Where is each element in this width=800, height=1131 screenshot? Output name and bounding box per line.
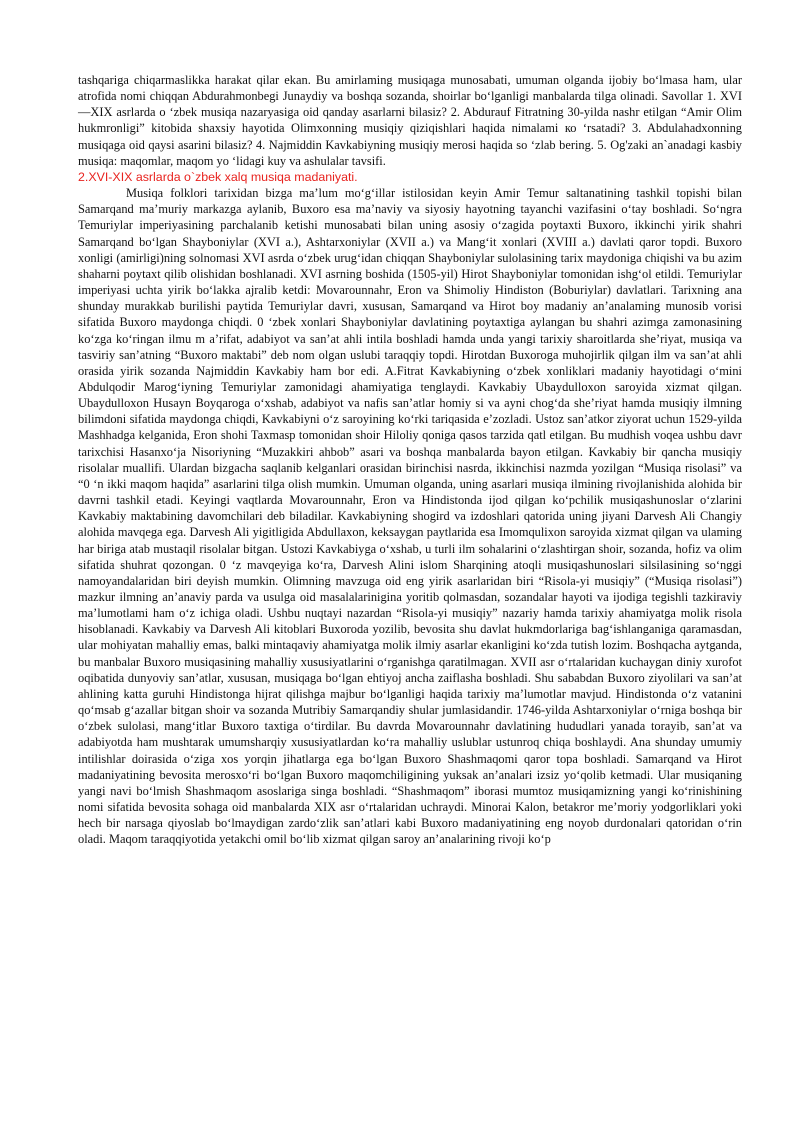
body-paragraph: Musiqa folklori tarixidan bizga ma’lum mo‘g‘illar istilosidan keyin Amir Temur saltanatining tashkil topishi bilan Samarqand ma’muriy markazga aylanib, Buxoro esa ma’naviy va siyosiy hayotning tayanchi vazifasini o‘tay boshladi. So‘ngra Temuriylar imperiyasining parchalanib ketishi munosabati bilan uning asosiy o‘zagida poytaxti Buxoro, ikkinchi yirik shahri Samarqand bo‘lgan Shayboniylar (XVI a.), Ashtarxoniylar (XVII a.) va Mang‘it xonlari (XVIII a.) davlati qaror topdi. Buxoro xonligi (amirligi)ning solnomasi XVI asrda o‘zbek urug‘idan chiqqan Shayboniylar sulolasining tarix maydoniga chiqishi va bu azim shaharni poytaxt qilib olishidan boshlanadi. XVI asrning boshida (1505-yil) Hirot Shayboniylar tomonidan ishg‘ol etildi. Temuriylar imperiyasi uchta yirik bo‘lakka ajralib ketdi: Movarounnahr, Eron va Shimoliy Hindiston (Boburiylar) davlatlari. Tarixning ana shunday murakkab burilishi paytida Temuriylar davri, xususan, Samarqand va Hirot boy madaniy an’analaming munosib vorisi sifatida Buxoro maydonga chiqdi. 0 ‘zbek xonlari Shayboniylar davlatining poytaxtiga aylangan bu shahri azimga zamonasining ko‘zga ko‘ringan ilmu m a’rifat, adabiyot va san’at ahli intila boshladi hamda unda yangi tarixiy sharoitlarda she’riyat, musiqa va tasviriy san’atning “Buxoro maktabi” deb nom olgan uslubi taraqqiy topdi. Hirotdan Buxoroga muhojirlik qilgan ilm va san’at ahli orasida yirik sozanda Najmiddin Kavkabiy ham bor edi. A.Fitrat Kavkabiyning o‘zbek xonliklari madaniy hayotidagi o‘mini Abdulqodir Marog‘iyning Temuriylar zamonidagi ahamiyatiga tenglaydi. Kavkabiy Ubaydulloxon saroyida xizmat qilgan. Ubaydulloxon Husayn Boyqaroga o‘xshab, adabiyot va nafis san’atlar homiy si va ayni chog‘da she’riyat hamda musiqiy ilmning bilimdoni sifatida maydonga chiqdi, Kavkabiyni o‘z saroyining ko‘rki tariqasida e’zozladi. Ustoz san’atkor ziyorat uchun 1529-yilda Mashhadga kelganida, Eron shohi Taxmasp tomonidan shoir Hiloliy qoniga qasos tarzida qatl etilgan. Bu mudhish voqea ushbu davr tarixchisi Hasanxo‘ja Nisoriyning “Muzakkiri ahbob” asari va boshqa manbalarda bayon etilgan. Kavkabiy bir qancha musiqiy risolalar muallifi. Ulardan bizgacha saqlanib kelganlari orasidan birinchisi nasrda, ikkinchisi nazmda yozilgan “Musiqa risolasi” va “0 ‘n ikki maqom haqida” asarlarini tilga olish mumkin. Umuman olganda, uning asarlari musiqa ilmining rivojlanishida alohida bir davrni tashkil etadi. Keyingi vaqtlarda Movarounnahr, Eron va Hindistonda ijod qilgan ko‘pchilik musiqashunoslar o‘zlarini Kavkabiy maktabining davomchilari deb biladilar. Kavkabiyning shogird va izdoshlari qatorida uning jiyani Darvesh Ali Changiy alohida mavqega ega. Darvesh Ali yigitligida Abdullaxon, keksaygan paytlarida esa Imomqulixon saroyida xizmat qilgan va ulaming har biriga atab mustaqil risolalar bitgan. Ustozi Kavkabiyga o‘xshab, u turli ilm sohalarini o‘zlashtirgan shoir, sozanda, hofiz va olim sifatida shuhrat qozongan. 0 ‘z mavqeyiga ko‘ra, Darvesh Alini islom Sharqining atoqli musiqashunoslari silsilasining so‘nggi namoyandalaridan biri deyish mumkin. Olimning mavzuga oid eng yirik asarlaridan biri “Risola-yi musiqiy” (“Musiqa risolasi”) mazkur ilmning an’anaviy parda va usulga oid masalalarinigina yoritib qolmasdan, sozandalar hayoti va ijodiga tegishli tazkiraviy ma’lumotlami ham o‘z ichiga oladi. Ushbu nuqtayi nazardan “Risola-yi musiqiy” nazariy hamda tarixiy ahamiyatga molik risola hisoblanadi. Kavkabiy va Darvesh Ali kitoblari Buxoroda yozilib, bevosita shu davlat hukmdorlariga bag‘ishlanganiga qaramasdan, ular mohiyatan mahalliy emas, balki mintaqaviy ahamiyatga molik ilmiy asarlar ekanligini ko‘zda tutish lozim. Boshqacha aytganda, bu manbalar Buxoro musiqasining mahalliy xususiyatlarini o‘rganishga qaratilmagan. XVII asr o‘rtalaridan kuchaygan diniy xurofot oqibatida dunyoviy san’atlar, xususan, musiqaga bo‘lgan ehtiyoj ancha zaiflasha boshladi. Shu sababdan Buxoro ziyolilari va san’at ahlining katta guruhi Hindistonga hijrat qilishga majbur bo‘lganligi haqida tarixiy ma’lumotlar mavjud. Hindistonda o‘z vatanini qo‘msab g‘azallar bitgan shoir va sozanda Mutribiy Samarqandiy shular jumlasidandir. 1746-yilda Ashtarxoniylar o‘rniga boshqa bir o‘zbek sulolasi, mang‘itlar Buxoro taxtiga o‘tirdilar. Bu davrda Movarounnahr davlatining hududlari yanada torayib, san’at va adabiyotda ham mushtarak umumsharqiy xususiyatlardan ko‘ra mahalliy uslublar ustunroq chiqa boshlaydi. Ana shunday umumiy intilishlar doirasida o‘ziga xos yorqin jihatlarga ega bo‘lgan Buxoro Shashmaqomi qaror topa boshladi. Samarqand va Hirot madaniyatining bevosita merosxo‘ri bo‘lgan Buxoro maqomchiligining yuksak an’analari izsiz yo‘qolib ketmadi. Ular musiqaning yangi navi bo‘lmish Shashmaqom asoslariga singa boshladi. “Shashmaqom” iborasi mumtoz musiqamizning yangi ko‘rinishining nomi sifatida bevosita sohaga oid manbalarda XIX asr o‘rtalaridan uchraydi. Minorai Kalon, betakror me’moriy yodgorliklari yoki hech bir narsaga qiyoslab bo‘lmaydigan zardo‘zlik san’atlari kabi Buxoro madaniyatining eng noyob durdonalari qatoridan o‘rin oladi. Maqom taraqqiyotida yetakchi omil bo‘lib xizmat qilgan saroy an’analarining rivoji ko‘p xyxy=(78,186,742,847)
intro-paragraph: tashqariga chiqarmaslikka harakat qilar ekan. Bu amirlaming musiqaga munosabati, umuman olganda ijobiy bo‘lmasa ham, ular atrofida nomi chiqqan Abdurahmonbegi Junaydiy va boshqa sozanda, shoirlar bo‘lganligi manbalarda tilga olinadi. Savollar 1. XVI—XIX asrlarda o ‘zbek musiqa nazaryasiga oid qanday asarlarni bilasiz? 2. Abdurauf Fitratning 30-yilda nashr etilgan “Amir Olim hukmronligi” kitobida shaxsiy hayotida Olimxonning musiqiy qiziqishlari haqida nimalami ко ‘rsatadi? 3. Abdulahadxonning musiqaga oid qaysi asarini bilasiz? 4. Najmiddin Kavkabiyning musiqiy merosi haqida so ‘zlab bering. 5. Og'zaki an`anadagi kasbiy musiqa: maqomlar, maqom yo ‘lidagi kuy va ashulalar tavsifi. xyxy=(78,73,742,168)
document-page xyxy=(78,72,742,848)
section-heading: 2.XVI-XIX asrlarda o`zbek xalq musiqa madaniyati. xyxy=(78,169,358,184)
